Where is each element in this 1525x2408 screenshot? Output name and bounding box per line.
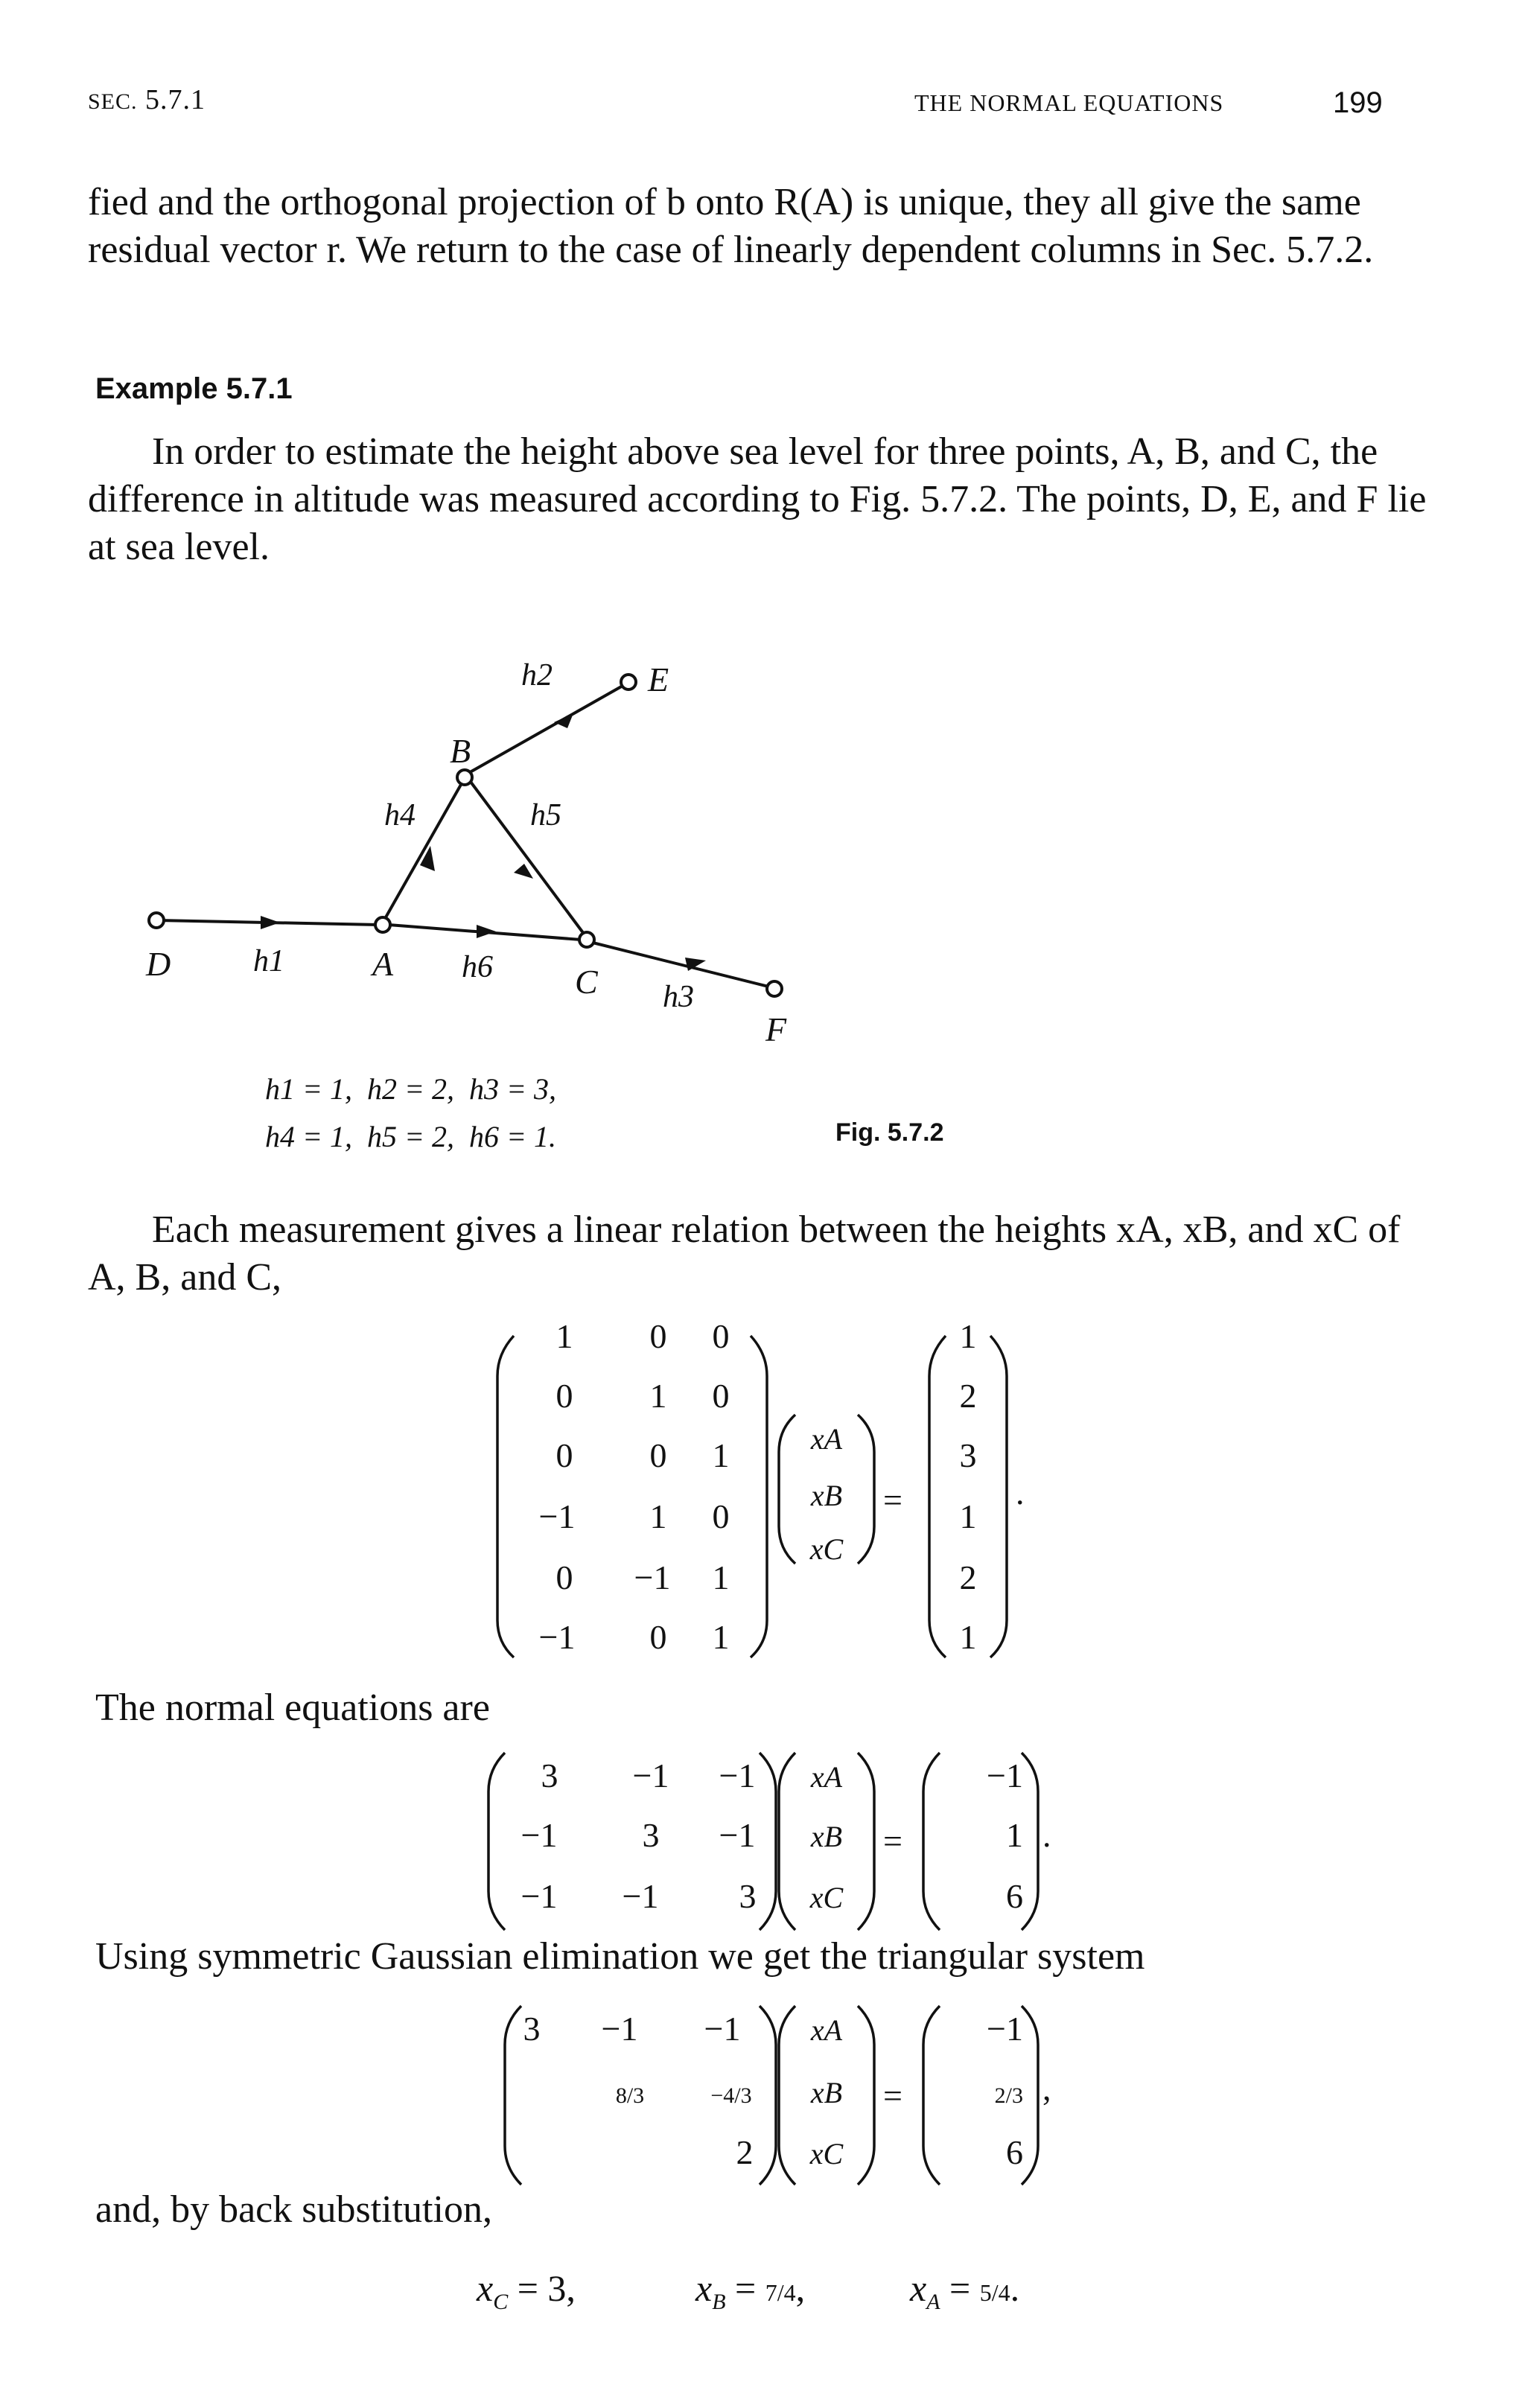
edge-label-h4: h4: [384, 798, 416, 832]
svg-text:0: 0: [712, 1377, 730, 1415]
svg-text:1: 1: [959, 1618, 977, 1656]
svg-text:2: 2: [959, 1558, 977, 1596]
svg-text:1: 1: [1006, 1816, 1023, 1854]
svg-text:xC: xC: [809, 2137, 844, 2170]
example-title: Example 5.7.1: [95, 372, 293, 405]
svg-text:=: =: [883, 1822, 902, 1860]
intro-paragraph: fied and the orthogonal projection of b onto R(A) is unique, they all give the same residual vector r. We return to the case of linearly dependent columns in Sec. 5.7.2.: [88, 181, 1374, 271]
svg-text:0: 0: [555, 1436, 573, 1474]
svg-text:3: 3: [642, 1816, 660, 1854]
svg-text:0: 0: [555, 1377, 573, 1415]
edge-label-h3: h3: [663, 980, 694, 1014]
svg-text:−4/3: −4/3: [710, 2083, 752, 2108]
label-C: C: [575, 963, 598, 1001]
svg-text:−1: −1: [634, 1558, 671, 1596]
svg-text:−1: −1: [987, 2010, 1023, 2048]
svg-text:xA: xA: [810, 1760, 843, 1794]
svg-text:3: 3: [523, 2010, 541, 2048]
svg-text:1: 1: [555, 1317, 573, 1355]
svg-text:−1: −1: [704, 2010, 741, 2048]
svg-text:.: .: [1016, 1474, 1025, 1512]
svg-text:2: 2: [736, 2133, 754, 2171]
svg-text:=: =: [883, 2077, 902, 2115]
svg-text:1: 1: [959, 1317, 977, 1355]
svg-text:1: 1: [649, 1497, 667, 1535]
svg-text:−1: −1: [719, 1816, 756, 1854]
svg-text:0: 0: [649, 1618, 667, 1656]
svg-text:1: 1: [712, 1436, 730, 1474]
svg-text:−1: −1: [520, 1816, 558, 1854]
svg-text:1: 1: [712, 1618, 730, 1656]
solution-xC: $x_C = 3$,: [477, 2267, 576, 2314]
values-line-2: h4 = 1, h5 = 2, h6 = 1.: [265, 1120, 556, 1153]
solution-xB: $x_B = 7/4$,: [695, 2267, 806, 2314]
svg-text:2: 2: [959, 1377, 977, 1415]
page-number: 199: [1333, 86, 1383, 119]
running-title: THE NORMAL EQUATIONS: [914, 89, 1224, 116]
svg-text:xC: xC: [809, 1881, 844, 1914]
svg-text:−1: −1: [719, 1756, 756, 1794]
svg-text:−1: −1: [632, 1756, 669, 1794]
back-substitution-intro: and, by back substitution,: [95, 2188, 492, 2231]
svg-text:6: 6: [1006, 2133, 1023, 2171]
svg-text:1: 1: [959, 1497, 977, 1535]
svg-text:=: =: [883, 1481, 902, 1519]
edge-label-h2: h2: [521, 658, 553, 692]
solution-xA: $x_A = 5/4$.: [910, 2267, 1020, 2314]
svg-text:,: ,: [1042, 2069, 1051, 2107]
svg-text:−1: −1: [601, 2010, 638, 2048]
edge-label-h5: h5: [530, 798, 561, 832]
edge-label-h6: h6: [462, 950, 493, 984]
svg-text:3: 3: [541, 1756, 558, 1794]
svg-text:6: 6: [1006, 1877, 1023, 1915]
svg-text:0: 0: [649, 1317, 667, 1355]
svg-text:0: 0: [649, 1436, 667, 1474]
section-label: SEC. 5.7.1: [88, 84, 206, 115]
example-paragraph: In order to estimate the height above sea level for three points, A, B, and C, the difference in altitude was measured according to Fig. 5.7.2. The points, D, E, and F lie at sea level.: [88, 430, 1427, 568]
svg-text:−1: −1: [622, 1877, 659, 1915]
svg-text:xB: xB: [810, 1479, 843, 1512]
svg-text:−1: −1: [987, 1756, 1023, 1794]
values-line-1: h1 = 1, h2 = 2, h3 = 3,: [265, 1072, 556, 1106]
svg-text:xB: xB: [810, 2076, 843, 2109]
svg-text:8/3: 8/3: [615, 2083, 645, 2108]
svg-text:−1: −1: [538, 1618, 576, 1656]
svg-text:0: 0: [712, 1497, 730, 1535]
figure-caption: Fig. 5.7.2: [835, 1118, 944, 1147]
normal-equations-intro: The normal equations are: [95, 1686, 490, 1729]
measurement-paragraph: Each measurement gives a linear relation between the heights xA, xB, and xC of A, B, and C,: [88, 1208, 1401, 1299]
label-A: A: [372, 945, 394, 983]
svg-text:.: .: [1042, 1816, 1051, 1854]
svg-text:xA: xA: [810, 1422, 843, 1456]
svg-text:3: 3: [739, 1877, 757, 1915]
label-B: B: [450, 732, 471, 770]
label-D: D: [146, 945, 171, 983]
svg-text:−1: −1: [538, 1497, 576, 1535]
svg-text:xC: xC: [809, 1532, 844, 1566]
svg-text:3: 3: [959, 1436, 977, 1474]
svg-text:2/3: 2/3: [994, 2083, 1023, 2108]
svg-text:xB: xB: [810, 1820, 843, 1853]
svg-text:1: 1: [649, 1377, 667, 1415]
svg-text:0: 0: [555, 1558, 573, 1596]
svg-text:0: 0: [712, 1317, 730, 1355]
label-F: F: [765, 1010, 787, 1048]
gauss-intro: Using symmetric Gaussian elimination we get the triangular system: [95, 1935, 1145, 1978]
svg-text:−1: −1: [520, 1877, 558, 1915]
svg-text:xA: xA: [810, 2013, 843, 2047]
edge-label-h1: h1: [253, 944, 284, 978]
svg-text:1: 1: [712, 1558, 730, 1596]
label-E: E: [648, 660, 669, 698]
